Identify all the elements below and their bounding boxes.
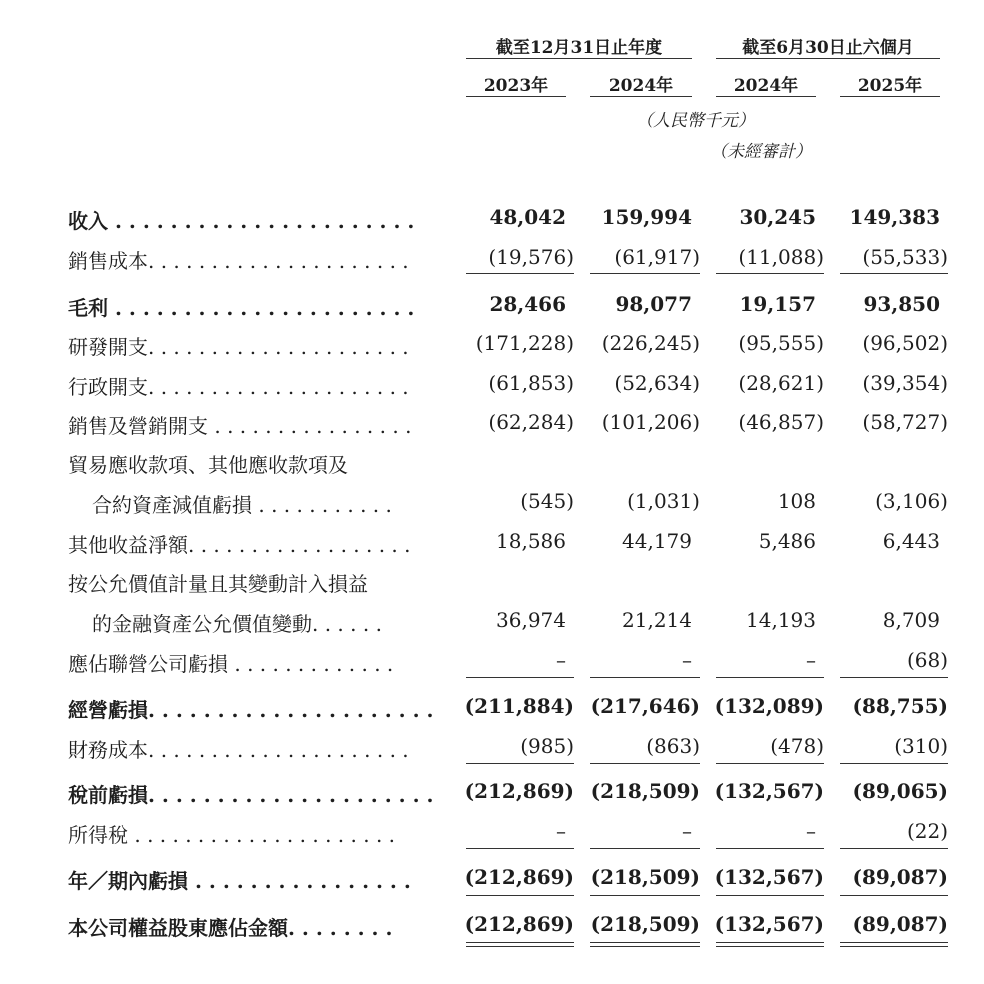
subtotal-line-14 [590,848,700,849]
row-label-impairment-line2: 合約資產減值虧損 . . . . . . . . . . . [92,493,392,517]
cell-gross-profit-2024: 98,077 [615,292,692,316]
cell-rnd-2025-6m: (96,502) [862,331,948,355]
header-group-underline-fy [466,58,692,59]
cell-cost-of-sales-2024-6m: (11,088) [738,245,824,269]
subtotal-line-12 [840,763,948,764]
cell-attributable-2023: (212,869) [464,912,574,936]
cell-loss-period-2024: (218,509) [590,865,700,889]
cell-revenue-2024-6m: 30,245 [739,205,816,229]
cell-impairment-2024-6m: 108 [777,489,816,513]
row-label-impairment-line1: 貿易應收款項、其他應收款項及 [68,453,348,477]
row-label-admin-expenses: 行政開支. . . . . . . . . . . . . . . . . . . . . [68,375,409,399]
cell-fair-value-2024: 21,214 [622,608,692,632]
cell-gross-profit-2023: 28,466 [489,292,566,316]
subtotal-line-11 [716,763,824,764]
subtotal-line-7 [716,677,824,678]
cell-revenue-2023: 48,042 [489,205,566,229]
subtotal-line-9 [466,763,574,764]
header-group-six-months: 截至6月30日止六個月 [742,38,914,58]
cell-impairment-2023: (545) [520,489,574,513]
total-double-line-3 [716,942,824,947]
cell-income-tax-2024: – [682,819,692,843]
cell-cost-of-sales-2023: (19,576) [488,245,574,269]
unit-note: （人民幣千元） [636,111,755,131]
cell-operating-loss-2025-6m: (88,755) [852,694,948,718]
row-label-share-of-associates: 應佔聯營公司虧損 . . . . . . . . . . . . . [68,652,394,676]
cell-associates-2025-6m: (68) [906,648,948,672]
subtotal-line-19 [716,895,824,896]
cell-rnd-2024: (226,245) [601,331,700,355]
subtotal-line-5 [466,677,574,678]
cell-loss-before-tax-2025-6m: (89,065) [852,779,948,803]
cell-selling-2025-6m: (58,727) [862,410,948,434]
cell-loss-before-tax-2024-6m: (132,567) [714,779,824,803]
cell-fair-value-2023: 36,974 [496,608,566,632]
header-group-underline-6m [716,58,940,59]
cell-loss-before-tax-2024: (218,509) [590,779,700,803]
cell-operating-loss-2024-6m: (132,089) [714,694,824,718]
row-label-fair-value-line1: 按公允價值計量且其變動計入損益 [68,572,368,596]
total-double-line-1 [466,942,574,947]
cell-other-gains-2024-6m: 5,486 [758,529,816,553]
cell-other-gains-2023: 18,586 [496,529,566,553]
cell-income-tax-2025-6m: (22) [906,819,948,843]
cell-revenue-2025-6m: 149,383 [849,205,940,229]
row-label-gross-profit: 毛利 . . . . . . . . . . . . . . . . . . . . . . [68,296,415,320]
row-label-attributable-equity-holders: 本公司權益股東應佔金額. . . . . . . . [68,916,393,940]
cell-fair-value-2025-6m: 8,709 [882,608,940,632]
cell-attributable-2025-6m: (89,087) [852,912,948,936]
subtotal-line-16 [840,848,948,849]
total-double-line-2 [590,942,700,947]
cell-operating-loss-2023: (211,884) [464,694,574,718]
cell-associates-2024: – [682,648,692,672]
cell-other-gains-2024: 44,179 [622,529,692,553]
row-label-finance-costs: 財務成本. . . . . . . . . . . . . . . . . . . . . [68,738,409,762]
header-group-fiscal-year: 截至12月31日止年度 [495,38,663,58]
subtotal-line-3 [716,273,824,274]
row-label-loss-before-tax: 稅前虧損. . . . . . . . . . . . . . . . . . . . . [68,783,434,807]
audit-note: （未經審計） [710,142,812,162]
row-label-selling-expenses: 銷售及營銷開支 . . . . . . . . . . . . . . . . [68,414,412,438]
row-label-other-gains: 其他收益淨額. . . . . . . . . . . . . . . . . . [68,533,411,557]
row-label-rnd-expenses: 研發開支. . . . . . . . . . . . . . . . . . . . . [68,335,409,359]
cell-income-tax-2023: – [556,819,566,843]
subtotal-line-17 [466,895,574,896]
cell-cost-of-sales-2025-6m: (55,533) [862,245,948,269]
cell-impairment-2025-6m: (3,106) [875,489,948,513]
subtotal-line-13 [466,848,574,849]
row-label-cost-of-sales: 銷售成本. . . . . . . . . . . . . . . . . . . . . [68,249,409,273]
subtotal-line-6 [590,677,700,678]
cell-admin-2024: (52,634) [614,371,700,395]
subtotal-line-15 [716,848,824,849]
cell-operating-loss-2024: (217,646) [590,694,700,718]
cell-fair-value-2024-6m: 14,193 [746,608,816,632]
cell-admin-2024-6m: (28,621) [738,371,824,395]
subtotal-line-4 [840,273,948,274]
header-year-2023: 2023年 [483,76,549,96]
header-year-underline-4 [840,96,940,97]
header-year-underline-2 [590,96,692,97]
cell-cost-of-sales-2024: (61,917) [614,245,700,269]
cell-gross-profit-2024-6m: 19,157 [739,292,816,316]
header-year-underline-3 [716,96,816,97]
cell-associates-2024-6m: – [806,648,816,672]
total-double-line-4 [840,942,948,947]
header-year-2024-fy: 2024年 [608,76,674,96]
cell-associates-2023: – [556,648,566,672]
cell-attributable-2024-6m: (132,567) [714,912,824,936]
subtotal-line-8 [840,677,948,678]
cell-revenue-2024: 159,994 [601,205,692,229]
cell-selling-2024: (101,206) [601,410,700,434]
cell-impairment-2024: (1,031) [627,489,700,513]
cell-finance-costs-2023: (985) [520,734,574,758]
header-year-underline-1 [466,96,566,97]
cell-rnd-2023: (171,228) [475,331,574,355]
cell-finance-costs-2024-6m: (478) [770,734,824,758]
subtotal-line-20 [840,895,948,896]
row-label-revenue: 收入 . . . . . . . . . . . . . . . . . . . . . . [68,209,415,233]
subtotal-line-10 [590,763,700,764]
cell-admin-2023: (61,853) [488,371,574,395]
row-label-operating-loss: 經營虧損. . . . . . . . . . . . . . . . . . . . . [68,698,434,722]
cell-selling-2023: (62,284) [488,410,574,434]
cell-finance-costs-2025-6m: (310) [894,734,948,758]
cell-loss-period-2023: (212,869) [464,865,574,889]
subtotal-line-2 [590,273,700,274]
cell-other-gains-2025-6m: 6,443 [882,529,940,553]
cell-finance-costs-2024: (863) [646,734,700,758]
header-year-2025-6m: 2025年 [857,76,923,96]
cell-loss-period-2024-6m: (132,567) [714,865,824,889]
cell-loss-before-tax-2023: (212,869) [464,779,574,803]
header-year-2024-6m: 2024年 [733,76,799,96]
cell-selling-2024-6m: (46,857) [738,410,824,434]
cell-loss-period-2025-6m: (89,087) [852,865,948,889]
subtotal-line-1 [466,273,574,274]
cell-income-tax-2024-6m: – [806,819,816,843]
subtotal-line-18 [590,895,700,896]
cell-attributable-2024: (218,509) [590,912,700,936]
cell-rnd-2024-6m: (95,555) [738,331,824,355]
cell-admin-2025-6m: (39,354) [862,371,948,395]
cell-gross-profit-2025-6m: 93,850 [863,292,940,316]
row-label-fair-value-line2: 的金融資產公允價值變動. . . . . . [92,612,382,636]
row-label-loss-for-period: 年／期內虧損 . . . . . . . . . . . . . . . . [68,869,411,893]
row-label-income-tax: 所得稅 . . . . . . . . . . . . . . . . . . . . . [68,823,396,847]
